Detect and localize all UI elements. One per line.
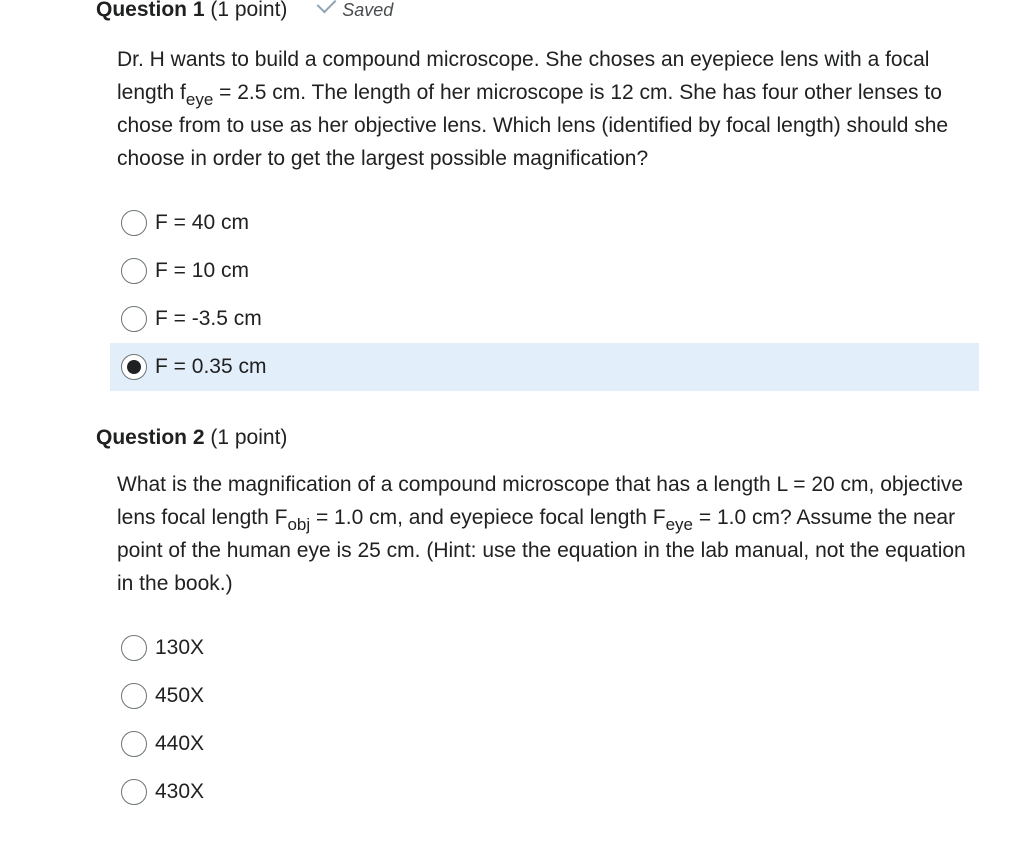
question-1-text-part1: Dr. H wants to build a compound microscope. She choses an eyepiece lens with a focal length f (117, 48, 930, 104)
option-label: 430X (155, 780, 205, 803)
option-label: F = 40 cm (155, 211, 249, 234)
option-label: 130X (155, 636, 205, 659)
question-1-option[interactable] (110, 199, 979, 247)
question-1-points: (1 point) (210, 0, 288, 21)
radio-button[interactable] (121, 210, 147, 236)
question-1-text-part2: = 2.5 cm. The length of her microscope is 12 cm. She has four other lenses to chose from to use as her objective lens. Which lens (identified by focal length) should she choose in order to get the largest possible magnification? (117, 81, 949, 170)
question-2-subscript-eye: eye (665, 515, 694, 534)
option-label: F = 0.35 cm (155, 355, 267, 378)
question-2-option[interactable] (110, 768, 979, 816)
question-1-header (96, 0, 393, 22)
question-2-header (96, 426, 287, 450)
radio-button[interactable] (121, 258, 147, 284)
question-1-subscript-eye: eye (185, 90, 214, 109)
question-2-points: (1 point) (210, 426, 288, 449)
question-2-options (110, 624, 979, 816)
question-2-option[interactable] (110, 720, 979, 768)
question-2-text (117, 468, 987, 600)
option-label: 450X (155, 684, 205, 707)
question-2-subscript-obj: obj (287, 515, 311, 534)
question-2-text-part1: What is the magnification of a compound microscope that has a length L = 20 cm, objective lens focal length F (117, 473, 964, 529)
option-label: 440X (155, 732, 205, 755)
option-label: F = -3.5 cm (155, 307, 262, 330)
question-2-text-part3: = 1.0 cm? Assume the near point of the human eye is 25 cm. (Hint: use the equation in the lab manual, not the equation in the book.) (117, 506, 966, 595)
option-label: F = 10 cm (155, 259, 249, 282)
question-2-option[interactable] (110, 672, 979, 720)
radio-button[interactable] (121, 779, 147, 805)
question-2-option[interactable] (110, 624, 979, 672)
saved-status-label: Saved (342, 0, 394, 20)
radio-selected-dot (127, 360, 141, 374)
radio-button[interactable] (121, 635, 147, 661)
radio-button[interactable] (121, 683, 147, 709)
radio-button[interactable] (121, 354, 147, 380)
question-2-text-part2: = 1.0 cm, and eyepiece focal length F (310, 506, 666, 529)
radio-button[interactable] (121, 306, 147, 332)
checkmark-icon (317, 0, 337, 13)
question-1-options (110, 199, 979, 391)
question-1-title: Question 1 (96, 0, 205, 21)
question-1-option[interactable] (110, 343, 979, 391)
saved-status (321, 0, 393, 21)
question-1-text (117, 43, 987, 175)
question-1-option[interactable] (110, 295, 979, 343)
question-2-title: Question 2 (96, 426, 205, 449)
radio-button[interactable] (121, 731, 147, 757)
question-1-option[interactable] (110, 247, 979, 295)
